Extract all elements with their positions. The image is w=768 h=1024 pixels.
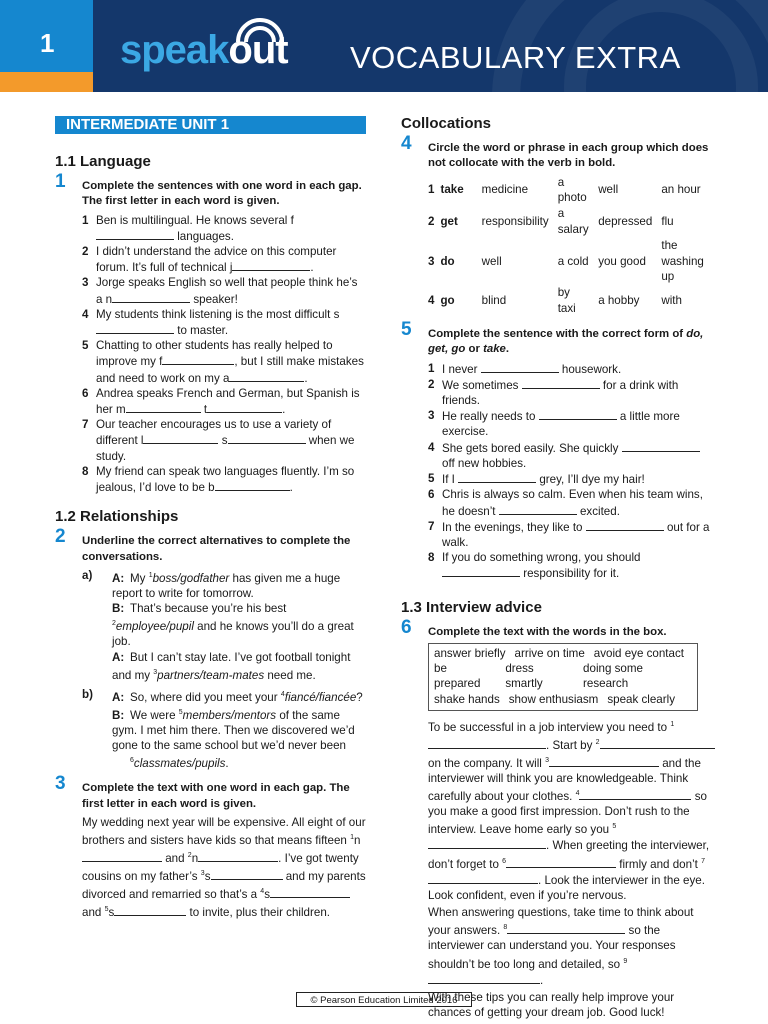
item-number: 5: [82, 339, 89, 353]
text-segment: grey, I’ll dye my hair!: [536, 473, 645, 487]
item-number: 7: [82, 418, 89, 432]
item-number: 2: [428, 215, 435, 229]
collocation-option[interactable]: flu: [661, 215, 674, 229]
text-segment: , but I still make mistakes and need to work on my a: [96, 355, 364, 385]
text-segment: But I can’t stay late. I’ve got football tonight and my: [112, 650, 351, 682]
gap-number: 1: [148, 571, 153, 579]
text-segment: Chris is always so calm. Even when his team wins, he doesn’t: [442, 488, 703, 518]
word-box-option: shake hands: [434, 692, 500, 706]
gap-number: 7: [701, 857, 705, 865]
text-segment: s: [264, 888, 270, 902]
text-segment: Jorge speaks English so well that people think he’s a n: [96, 276, 358, 306]
collocation-table: [428, 175, 715, 318]
unit-tab-number: 1: [0, 0, 93, 72]
collocation-option[interactable]: by taxi: [557, 286, 576, 315]
exercise-number: 1: [55, 171, 66, 193]
speaker-label: A:: [112, 571, 125, 585]
gap-number: 5: [178, 708, 183, 716]
answer-blank[interactable]: [162, 353, 234, 365]
speaker-label: A:: [112, 650, 125, 664]
collocation-option[interactable]: a photo: [557, 175, 587, 205]
alternative-choice[interactable]: classmates/pupils: [133, 757, 226, 771]
exercise-instruction: Complete the text with the words in the box.: [428, 625, 667, 638]
exercise-instruction: Circle the word or phrase in each group which does not collocate with the verb in bold.: [428, 142, 709, 170]
dialogue-line: [82, 753, 367, 771]
copyright-footer: © Pearson Education Limited 2016: [296, 992, 472, 1007]
alternative-choice[interactable]: partners/team-mates: [157, 668, 265, 682]
text-segment: so you make a good first impression. Don’t rush to the interview. Leave home early so you: [428, 789, 707, 837]
text-segment: to invite, plus their children.: [186, 906, 330, 920]
exercise-text: [82, 815, 367, 921]
unit-tab-accent: [0, 72, 93, 92]
answer-blank[interactable]: [114, 904, 186, 916]
answer-blank[interactable]: [228, 432, 306, 444]
answer-blank[interactable]: [428, 972, 540, 984]
answer-blank[interactable]: [82, 850, 162, 862]
text-segment: and he knows you’ll do a great job.: [112, 620, 354, 649]
exercise-item: [82, 213, 367, 244]
text-segment: s: [108, 906, 115, 920]
answer-blank[interactable]: [539, 408, 617, 420]
text-segment: on the company. It will: [428, 756, 546, 770]
section-heading-language: 1.1 Language: [55, 153, 151, 170]
collocation-option[interactable]: medicine: [481, 183, 529, 197]
gap-number: 5: [612, 823, 617, 831]
word-box-option: show enthusiasm: [508, 692, 599, 706]
text-segment: Chatting to other students has really helped to improve my f: [96, 339, 333, 369]
section-heading-relationships: 1.2 Relationships: [55, 508, 179, 526]
word-box-row: [434, 692, 691, 707]
left-column: [55, 154, 367, 923]
text-segment: So, where did you meet your: [130, 690, 281, 704]
text-segment: s: [218, 434, 228, 448]
gap-number: 6: [502, 857, 507, 865]
gap-number: 2: [112, 620, 116, 628]
exercise-4: [401, 133, 715, 317]
speakout-logo: [120, 28, 288, 73]
gap-number: 3: [545, 756, 549, 764]
exercise-number: 6: [401, 616, 412, 638]
text-segment: or: [465, 343, 484, 356]
text-segment: He really needs to: [442, 410, 539, 424]
text-segment: when we study.: [96, 434, 355, 463]
verb: go: [440, 294, 455, 308]
answer-blank[interactable]: [112, 291, 190, 303]
exercise-6: [401, 616, 715, 1021]
collocation-option[interactable]: blind: [481, 294, 507, 308]
gap-number: 4: [260, 888, 265, 896]
item-number: 7: [428, 519, 435, 533]
exercise-text: [428, 717, 715, 903]
answer-blank[interactable]: [506, 856, 616, 868]
word-box: [428, 643, 698, 711]
instruction-verb-take: take: [483, 343, 506, 356]
text-segment: We were: [130, 708, 179, 722]
exercise-item: [428, 408, 715, 439]
text-segment: n: [354, 833, 361, 847]
unit-title-bar: INTERMEDIATE UNIT 1: [55, 116, 366, 134]
text-segment: t: [200, 403, 208, 417]
text-segment: languages.: [174, 229, 234, 243]
speaker-label: B:: [112, 708, 125, 722]
word-box-option: speak clearly: [607, 692, 675, 706]
answer-blank[interactable]: [428, 872, 538, 884]
exercise-1: [55, 171, 367, 495]
answer-blank[interactable]: [600, 737, 715, 749]
exercise-item: [428, 377, 715, 408]
item-number: 5: [428, 472, 435, 486]
exercise-text: [428, 905, 715, 988]
page-title: VOCABULARY EXTRA: [350, 40, 681, 75]
text-segment: . I’ve got twenty cousins on my father’s: [82, 852, 359, 884]
text-segment: speaker!: [190, 292, 238, 306]
gap-number: 1: [670, 720, 675, 728]
item-number: 1: [428, 183, 435, 197]
collocation-option[interactable]: with: [661, 294, 682, 308]
exercise-number: 5: [401, 319, 412, 341]
exercise-item: [428, 519, 715, 550]
text-segment: .: [505, 343, 510, 356]
item-number: 8: [82, 464, 89, 478]
answer-blank[interactable]: [428, 737, 546, 749]
text-segment: off new hobbies.: [442, 456, 527, 470]
exercise-instruction: [428, 327, 715, 357]
exercise-item: [82, 307, 367, 338]
logo-speak: speak: [120, 28, 229, 72]
collocation-option[interactable]: an hour: [661, 183, 701, 197]
text-segment: My: [130, 571, 149, 585]
collocation-option[interactable]: the washing up: [661, 239, 704, 284]
text-segment: of the same gym. I met him there. Then we discovered we’d gone to the same school but we’d never been: [112, 708, 355, 753]
section-heading-interview-advice: 1.3 Interview advice: [401, 598, 542, 616]
item-number: 4: [428, 440, 435, 454]
gap-number: 9: [623, 957, 628, 965]
text-segment: My students think listening is the most difficult s: [96, 307, 340, 321]
exercise-2: [55, 526, 367, 771]
text-segment: so the interviewer can understand you. Your responses shouldn’t be too long and detailed, so: [428, 924, 676, 971]
exercise-item: [428, 361, 715, 377]
text-segment: To be successful in a job interview you need to: [428, 720, 671, 734]
conversation-label: b): [82, 687, 93, 701]
text-segment: That’s because you’re his best: [130, 602, 287, 616]
item-number: 2: [82, 245, 89, 259]
text-segment: housework.: [558, 362, 622, 376]
text-segment: We sometimes: [442, 378, 522, 392]
text-segment: I didn’t understand the advice on this computer forum. It’s full of technical j: [96, 245, 337, 275]
gap-number: 1: [350, 834, 354, 842]
exercise-item: [428, 550, 715, 581]
exercise-item: [82, 417, 367, 464]
exercise-item: [428, 487, 715, 518]
text-segment: If you do something wrong, you should: [442, 551, 641, 565]
item-number: 3: [428, 254, 435, 268]
collocation-row: [428, 238, 715, 285]
text-segment: Complete the sentence with the correct form of: [428, 328, 687, 341]
gap-number: 3: [153, 668, 158, 676]
text-segment: Ben is multilingual. He knows several f: [96, 213, 294, 227]
answer-blank[interactable]: [207, 401, 282, 413]
text-segment: to master.: [174, 324, 229, 338]
text-segment: Andrea speaks French and German, but Spanish is her m: [96, 386, 360, 417]
exercise-number: 2: [55, 526, 66, 548]
text-segment: I never: [442, 362, 481, 376]
conversation-label: a): [82, 568, 93, 582]
text-segment: .: [282, 403, 286, 417]
collocation-option[interactable]: well: [598, 183, 619, 197]
exercise-5: [401, 319, 715, 581]
text-segment: . Look the interviewer in the eye. Look confident, even if you’re nervous.: [428, 873, 705, 902]
item-number: 8: [428, 551, 435, 565]
answer-blank[interactable]: [579, 788, 691, 800]
text-segment: .: [304, 371, 308, 385]
text-segment: .: [540, 973, 544, 987]
logo-out: out: [228, 28, 288, 72]
alternative-choice[interactable]: boss/godfather: [152, 571, 230, 585]
item-number: 1: [82, 213, 89, 227]
answer-blank[interactable]: [499, 503, 577, 515]
item-number: 3: [428, 409, 435, 423]
collocation-row: [428, 175, 715, 207]
word-box-option: avoid eye contact: [593, 646, 684, 660]
collocation-row: [428, 206, 715, 238]
text-segment: and the interviewer will think you are knowledgeable. Think carefully about your clothes.: [428, 756, 701, 803]
exercise-instruction: Complete the text with one word in each gap. The first letter in each word is given.: [82, 782, 350, 810]
collocation-row: [428, 285, 715, 317]
item-number: 1: [428, 361, 435, 375]
answer-blank[interactable]: [96, 322, 174, 334]
text-segment: . Start by: [546, 738, 596, 752]
page-header: [0, 0, 768, 92]
gap-number: 8: [503, 924, 508, 932]
dialogue-line: [82, 650, 367, 683]
collocation-option[interactable]: depressed: [598, 215, 653, 229]
answer-blank[interactable]: [143, 432, 218, 444]
text-segment: She gets bored easily. She quickly: [442, 441, 622, 455]
answer-blank[interactable]: [229, 370, 304, 382]
exercise-instruction: Complete the sentences with one word in each gap. The first letter in each word is given.: [82, 180, 362, 208]
text-segment: ?: [356, 690, 363, 704]
text-segment: .: [310, 261, 314, 275]
word-box-option: arrive on time: [514, 646, 585, 660]
answer-blank[interactable]: [586, 519, 664, 531]
alternative-choice[interactable]: fiancé/fiancée: [284, 690, 357, 704]
collocation-option[interactable]: a hobby: [598, 294, 640, 308]
exercise-item: [82, 464, 367, 495]
text-segment: firmly and don’t: [616, 857, 702, 871]
answer-blank[interactable]: [458, 471, 536, 483]
dialogue-line: [82, 705, 367, 753]
verb: do: [440, 254, 455, 268]
text-segment: out for a walk.: [442, 520, 710, 549]
dialogue-line: [82, 601, 367, 649]
answer-blank[interactable]: [428, 837, 546, 849]
item-number: 6: [428, 488, 435, 502]
right-column: [401, 116, 715, 1023]
collocation-option[interactable]: a cold: [557, 254, 589, 268]
collocations-heading: Collocations: [401, 115, 492, 132]
text-segment: .: [225, 757, 229, 771]
exercise-item: [82, 338, 367, 386]
answer-blank[interactable]: [270, 886, 350, 898]
text-segment: In the evenings, they like to: [442, 520, 586, 534]
answer-blank[interactable]: [96, 228, 174, 240]
item-number: 6: [82, 386, 89, 400]
gap-number: 4: [280, 690, 285, 698]
alternative-choice[interactable]: members/mentors: [182, 708, 277, 722]
gap-number: 4: [575, 790, 580, 798]
word-box-option: doing some research: [583, 662, 643, 691]
speaker-label: B:: [112, 602, 125, 616]
answer-blank[interactable]: [522, 377, 600, 389]
item-number: 4: [428, 294, 435, 308]
exercise-instruction: Underline the correct alternatives to complete the conversations.: [82, 535, 351, 563]
text-segment: My wedding next year will be expensive. All eight of our brothers and sisters have kids so that means fifteen: [82, 815, 366, 847]
gap-number: 2: [187, 852, 192, 860]
text-segment: . When greeting the interviewer, don’t forget to: [428, 839, 710, 871]
speaker-label: A:: [112, 690, 125, 704]
exercise-item: [82, 275, 367, 306]
answer-blank[interactable]: [211, 868, 283, 880]
gap-number: 3: [200, 870, 205, 878]
answer-blank[interactable]: [215, 479, 290, 491]
answer-blank[interactable]: [549, 755, 659, 767]
text-segment: My friend can speak two languages fluently. I’m so jealous, I’d love to be b: [96, 464, 355, 495]
dialogue-line: [82, 687, 367, 705]
answer-blank[interactable]: [198, 850, 278, 862]
dialogue-line: [82, 568, 367, 601]
text-segment: a little more exercise.: [442, 410, 680, 439]
exercise-3: [55, 773, 367, 920]
collocation-option[interactable]: well: [481, 254, 502, 268]
verb: take: [440, 183, 464, 197]
answer-blank[interactable]: [442, 565, 520, 577]
item-number: 2: [428, 377, 435, 391]
word-box-option: be prepared: [434, 662, 481, 691]
gap-number: 6: [130, 757, 134, 765]
exercise-item: [82, 244, 367, 275]
exercise-text: With these tips you can really help improve your chances of getting your dream job. Good luck!: [428, 990, 675, 1020]
exercise-item: [428, 440, 715, 471]
item-number: 3: [82, 276, 89, 290]
text-segment: need me.: [264, 668, 316, 682]
text-segment: n: [191, 852, 199, 865]
exercise-number: 4: [401, 133, 412, 155]
answer-blank[interactable]: [622, 440, 700, 452]
answer-blank[interactable]: [232, 259, 310, 271]
item-number: 4: [82, 307, 89, 321]
gap-number: 5: [104, 906, 109, 914]
text-segment: s: [204, 870, 211, 884]
text-segment: .: [289, 481, 293, 495]
answer-blank[interactable]: [126, 401, 201, 413]
exercise-item: [428, 471, 715, 487]
answer-blank[interactable]: [507, 922, 625, 934]
instruction-verbs: do, get, go: [428, 328, 704, 356]
text-segment: and my parents divorced and remarried so that’s a: [82, 870, 366, 902]
text-segment: and: [82, 906, 105, 920]
verb: get: [440, 215, 458, 229]
collocation-option[interactable]: you good: [598, 254, 646, 268]
alternative-choice[interactable]: employee/pupil: [115, 620, 194, 634]
text-segment: Our teacher encourages us to use a variety of different l: [96, 418, 332, 448]
answer-blank[interactable]: [481, 361, 559, 373]
collocation-option[interactable]: a salary: [557, 207, 589, 236]
text-segment: excited.: [576, 504, 620, 518]
exercise-number: 3: [55, 773, 66, 795]
word-box-row: [434, 661, 691, 691]
word-box-option: answer briefly: [434, 646, 506, 660]
text-segment: When answering questions, take time to think about your answers.: [428, 906, 694, 938]
collocation-option[interactable]: responsibility: [481, 215, 549, 229]
gap-number: 2: [595, 738, 600, 746]
text-segment: and: [162, 852, 188, 865]
text-segment: responsibility for it.: [520, 567, 620, 581]
exercise-item: [82, 386, 367, 417]
text-segment: for a drink with friends.: [442, 378, 679, 408]
text-segment: has given me a huge report to write for tomorrow.: [112, 571, 341, 600]
word-box-option: dress smartly: [505, 662, 543, 691]
word-box-row: [434, 646, 691, 661]
text-segment: If I: [442, 473, 459, 487]
